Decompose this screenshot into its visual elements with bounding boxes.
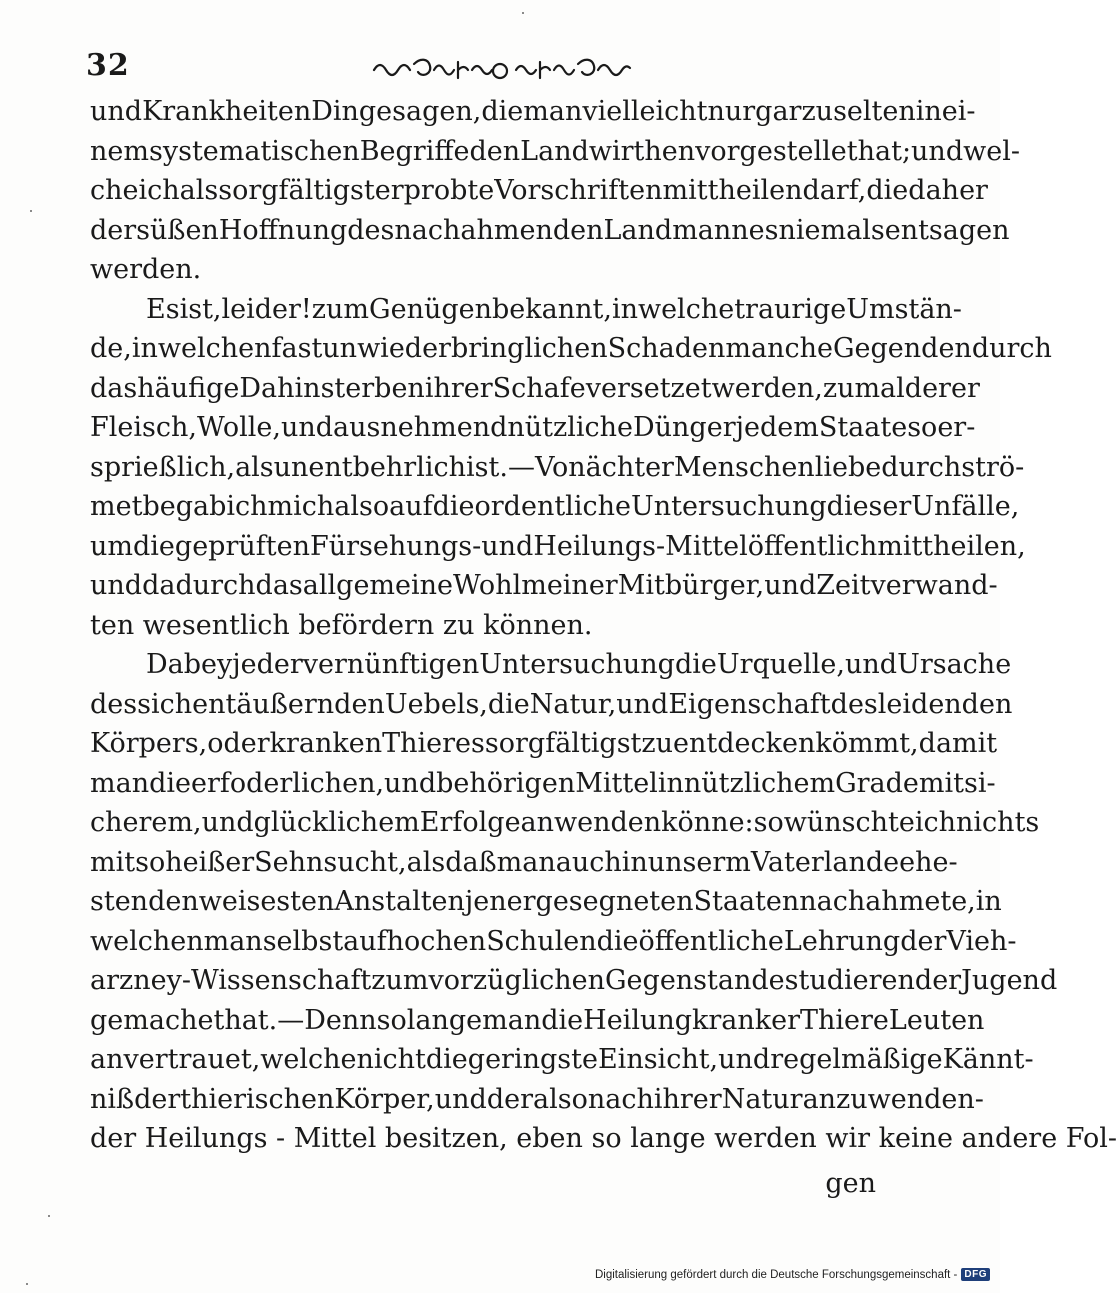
text-line: sprießlich, als unentbehrlich ist. — Von ächter Menschenliebe durchströ- bbox=[90, 451, 1025, 483]
digitization-credit bbox=[595, 1268, 990, 1281]
dfg-logo-icon: DFG bbox=[961, 1268, 990, 1281]
text-line: um die geprüften Fürsehungs - und Heilungs - Mittel öffentlich mittheilen, bbox=[90, 530, 1026, 562]
text-line: Körpers, oder kranken Thieres sorgfältigst zu entdecken kömmt, damit bbox=[90, 728, 998, 759]
text-line: Fleisch, Wolle, und ausnehmend nützliche Dünger jedem Staate so er- bbox=[90, 412, 976, 443]
text-line: niß der thierischen Körper, und der also nach ihrer Natur anzuwenden- bbox=[90, 1083, 984, 1115]
text-line: werden. bbox=[90, 254, 202, 285]
text-line: ten wesentlich befördern zu können. bbox=[90, 609, 593, 641]
scan-speck bbox=[30, 210, 32, 212]
scan-speck bbox=[522, 12, 524, 14]
text-line: nem systematischen Begriffe den Landwirthen vorgestellet hat; und wel- bbox=[90, 135, 1020, 167]
text-line: das häufige Dahinsterben ihrer Schafe versetzet werden, zumal derer bbox=[90, 372, 980, 404]
text-line: der Heilungs - Mittel besitzen, eben so lange werden wir keine andere Fol- bbox=[90, 1123, 1117, 1154]
text-line: de, in welchen fast unwiederbringlichen Schaden manche Gegenden durch bbox=[90, 333, 1052, 364]
text-line: und dadurch das allgemeine Wohl meiner Mitbürger, und Zeitverwand- bbox=[90, 570, 998, 601]
text-line: gemachet hat. — Denn so lange man die Heilung kranker Thiere Leuten bbox=[90, 1004, 985, 1036]
page-header bbox=[86, 48, 906, 88]
text-line: cherem, und glücklichem Erfolge anwenden könne: so wünschte ich nichts bbox=[90, 807, 1040, 838]
text-line: welchen man selbst auf hochen Schulen die öffentliche Lehrung der Vieh- bbox=[90, 925, 1017, 957]
text-line: und Krankheiten Dinge sagen, die man vielleicht nur gar zu selten in ei- bbox=[90, 96, 976, 127]
main-text bbox=[90, 92, 1117, 1159]
text-line: der süßen Hoffnung des nachahmenden Landmannes niemals entsagen bbox=[90, 214, 1010, 246]
catchword: gen bbox=[825, 1168, 876, 1199]
credit-text: Digitalisierung gefördert durch die Deutsche Forschungsgemeinschaft - bbox=[594, 1268, 958, 1281]
text-line: man die erfoderlichen, und behörigen Mittel in nützlichem Grade mit si- bbox=[90, 767, 996, 799]
text-line: sten den weisesten Anstalten jener gesegneten Staaten nachahmete, in bbox=[90, 886, 1002, 917]
text-line: Da bey jeder vernünftigen Untersuchung die Urquelle, und Ursache bbox=[146, 649, 1012, 680]
text-line: che ich als sorgfältigst erprobte Vorschriften mittheilen darf, die daher bbox=[90, 175, 988, 206]
text-line: mit so heißer Sehnsucht, als daß man auch in unserm Vaterlande ehe- bbox=[90, 846, 958, 878]
text-line: met begab ich mich also auf die ordentliche Untersuchung dieser Unfälle, bbox=[90, 491, 1020, 522]
text-line: des sich entäußernden Uebels, die Natur, und Eigenschaft des leidenden bbox=[90, 688, 1013, 720]
text-line: arzney - Wissenschaft zum vorzüglichen Gegenstande studierender Jugend bbox=[90, 965, 1058, 996]
text-line: Es ist, leider! zum Genügen bekannt, in welche traurige Umstän- bbox=[146, 293, 962, 325]
scan-speck bbox=[48, 1215, 50, 1217]
text-line: anvertrauet, welche nicht die geringste Einsicht, und regelmäßige Kännt- bbox=[90, 1044, 1034, 1075]
decorative-scroll-ornament-icon bbox=[366, 52, 636, 86]
page-number: 32 bbox=[86, 48, 130, 83]
scan-speck bbox=[26, 1283, 28, 1285]
